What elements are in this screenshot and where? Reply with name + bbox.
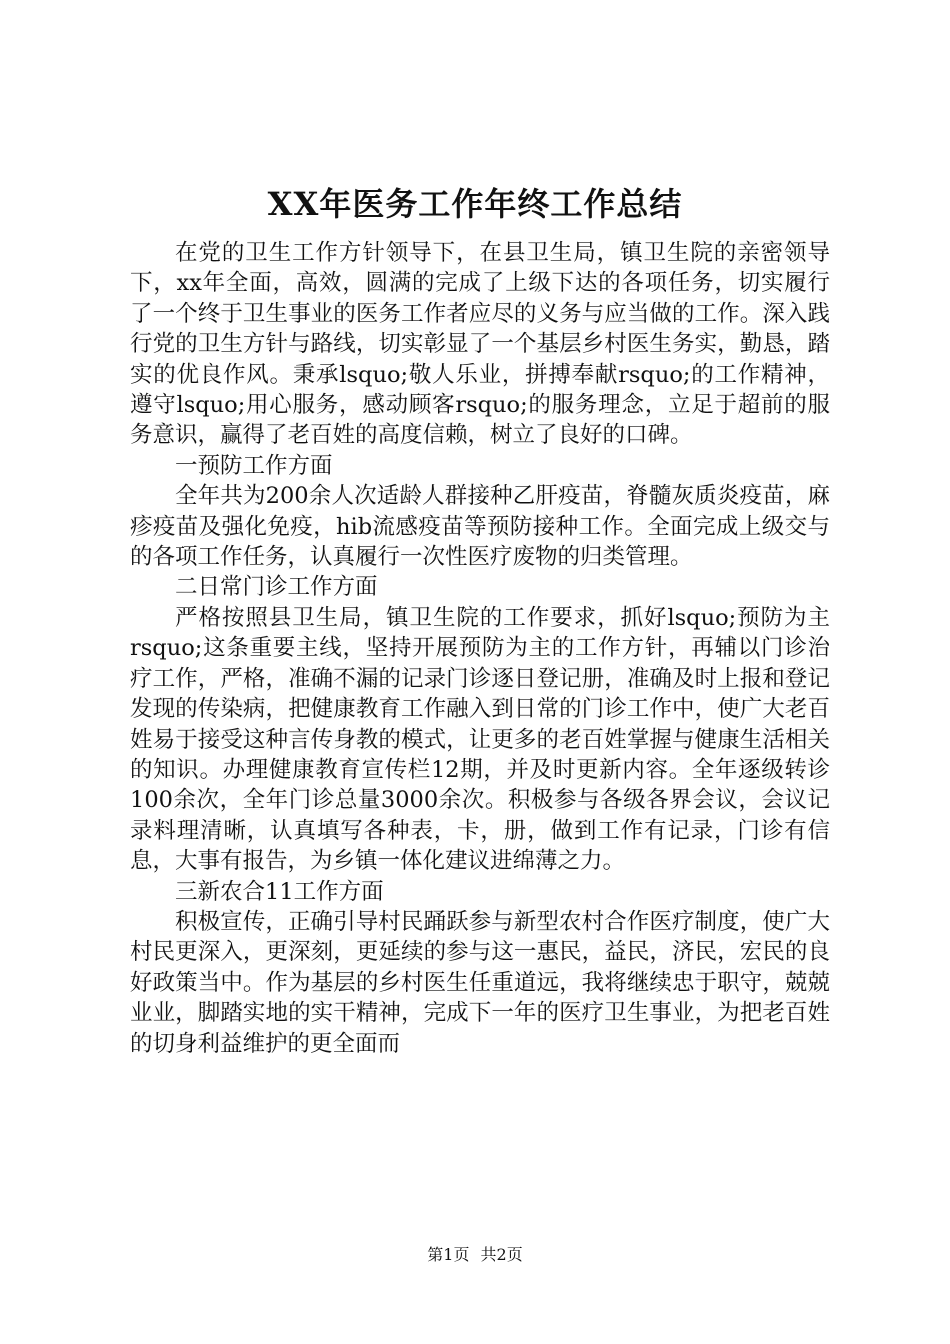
paragraph-outpatient: 严格按照县卫生局，镇卫生院的工作要求，抓好lsquo;预防为主rsquo;这条重要主线，坚持开展预防为主的工作方针，再辅以门诊治疗工作，严格，准确不漏的记录门诊逐日登记册，准确及时上报和登记发现的传染病，把健康教育工作融入到日常的门诊工作中，使广大老百姓易于接受这种言传身教的模式，让更多的老百姓掌握与健康生活相关的知识。办理健康教育宣传栏12期，并及时更新内容。全年逐级转诊100余次，全年门诊总量3000余次。积极参与各级各界会议，会议记录料理清晰，认真填写各种表，卡，册，做到工作有记录，门诊有信息，大事有报告，为乡镇一体化建议进绵薄之力。 (130, 604, 830, 875)
page-number: 第1页 (427, 1245, 470, 1264)
paragraph-intro: 在党的卫生工作方针领导下，在县卫生局，镇卫生院的亲密领导下，xx年全面，高效，圆满的完成了上级下达的各项任务，切实履行了一个终于卫生事业的医务工作者应尽的义务与应当做的工作。深入践行党的卫生方针与路线，切实彰显了一个基层乡村医生务实，勤恳，踏实的优良作风。秉承lsquo;敬人乐业，拼搏奉献rsquo;的工作精神，遵守lsquo;用心服务，感动顾客rsquo;的服务理念，立足于超前的服务意识，赢得了老百姓的高度信赖，树立了良好的口碑。 (130, 240, 830, 449)
document-body (130, 238, 830, 1059)
section-heading-prevention: 一预防工作方面 (175, 452, 333, 479)
section-heading-outpatient: 二日常门诊工作方面 (175, 574, 378, 601)
document-title: XX年医务工作年终工作总结 (267, 185, 683, 223)
page-footer (0, 1244, 950, 1266)
paragraph-prevention: 全年共为200余人次适龄人群接种乙肝疫苗，脊髓灰质炎疫苗，麻疹疫苗及强化免疫，hib流感疫苗等预防接种工作。全面完成上级交与的各项工作任务，认真履行一次性医疗废物的归类管理。 (130, 483, 830, 571)
section-heading-cooperative-medical: 三新农合11工作方面 (175, 878, 384, 905)
page-total: 共2页 (480, 1245, 523, 1264)
paragraph-cooperative-medical: 积极宣传，正确引导村民踊跃参与新型农村合作医疗制度，使广大村民更深入，更深刻，更延续的参与这一惠民，益民，济民，宏民的良好政策当中。作为基层的乡村医生任重道远，我将继续忠于职守，兢兢业业，脚踏实地的实干精神，完成下一年的医疗卫生事业，为把老百姓的切身利益维护的更全面而 (130, 908, 830, 1057)
